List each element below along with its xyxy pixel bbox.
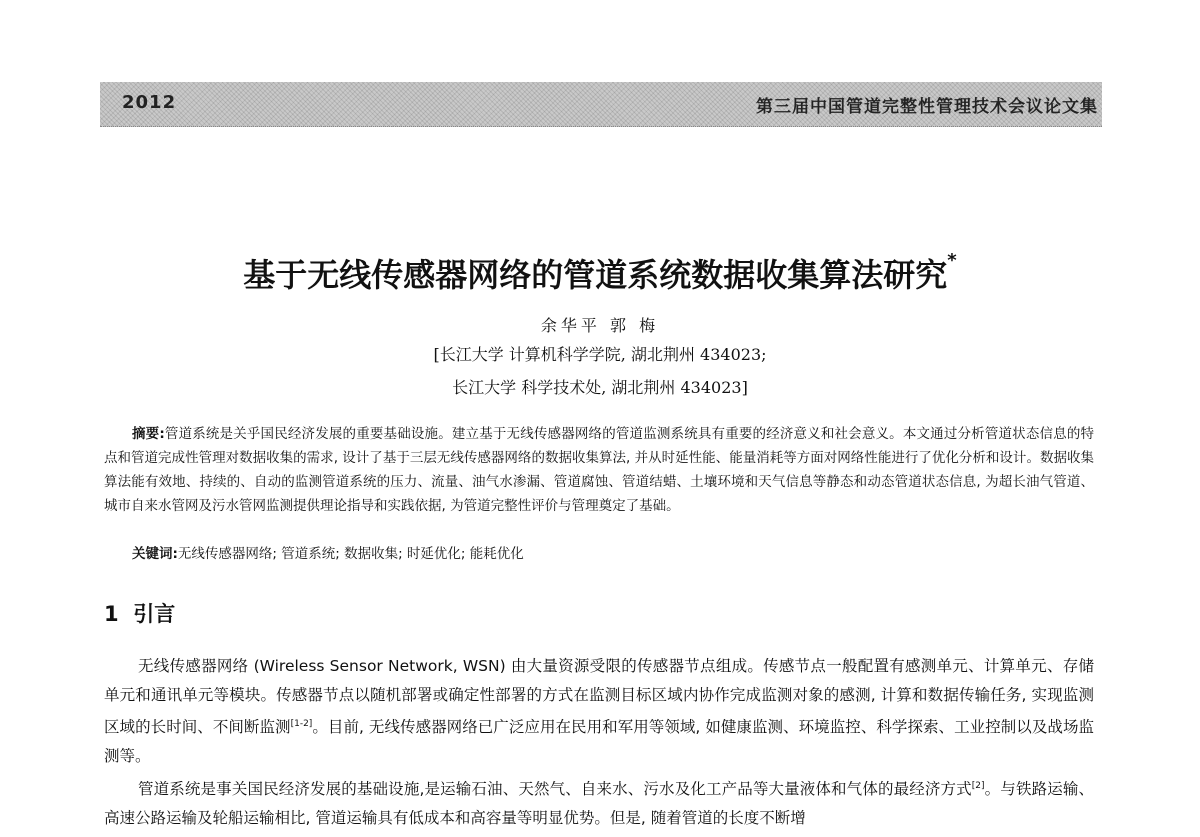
affiliation-2: 长江大学 科学技术处, 湖北荆州 434023] — [452, 378, 748, 397]
p2-text-a: 管道系统是事关国民经济发展的基础设施,是运输石油、天然气、自来水、污水及化工产品等大量液体和气体的最经济方式 — [138, 780, 972, 799]
p2-text-b: 。与铁路运输、高速公路运输及轮船运输相比, 管道运输具有低成本和高容量等明显优势。但是, 随着管道的长度不断增 — [104, 780, 1094, 828]
title-footnote-mark: * — [947, 250, 957, 271]
keywords-label: 关键词: — [132, 546, 178, 562]
section-number: 1 — [104, 602, 119, 626]
body-paragraph-1 — [104, 652, 1094, 771]
abstract-label: 摘要: — [132, 426, 165, 442]
authors: 余华平 郭 梅 — [540, 316, 660, 335]
section-title: 引言 — [133, 602, 176, 626]
header-year: 2012 — [122, 92, 177, 113]
header-conference-title: 第三届中国管道完整性管理技术会议论文集 — [756, 97, 1098, 117]
paper-title-text: 基于无线传感器网络的管道系统数据收集算法研究 — [243, 256, 948, 294]
abstract-paragraph — [104, 422, 1094, 518]
citation-ref: [2] — [971, 781, 985, 791]
paper-title — [0, 250, 1200, 296]
keywords — [132, 542, 524, 562]
abstract-text: 管道系统是关乎国民经济发展的重要基础设施。建立基于无线传感器网络的管道监测系统具有重要的经济意义和社会意义。本文通过分析管道状态信息的特点和管道完成性管理对数据收集的需求, 设计了基于三层无线传感器网络的数据收集算法, 并从时延性能、能量消耗等方面对网络性能进行了优化分析和设计。数据收集算法能有效地、持续的、自动的监测管道系统的压力、流量、油气水渗漏、管道腐蚀、管道结蜡、土壤环境和天气信息等静态和动态管道状态信息, 为超长油气管道、城市自来水管网及污水管网监测提供理论指导和实践依据, 为管道完整性评价与管理奠定了基础。 — [104, 426, 1094, 514]
p1-text-a: 无线传感器网络 (Wireless Sensor Network, WSN) 由大量资源受限的传感器节点组成。传感节点一般配置有感测单元、计算单元、存储单元和通讯单元等模块。传感器节点以随机部署或确定性部署的方式在监测目标区域内协作完成监测对象的感测, 计算和数据传输任务, 实现监测区域的长时间、不间断监测 — [104, 657, 1094, 737]
body-paragraph-2 — [104, 772, 1094, 833]
section-heading — [104, 598, 175, 628]
p1-text-b: 。目前, 无线传感器网络已广泛应用在民用和军用等领域, 如健康监测、环境监控、科学探索、工业控制以及战场监测等。 — [104, 718, 1094, 766]
abstract — [104, 422, 1094, 518]
affiliation-1: [长江大学 计算机科学学院, 湖北荆州 434023; — [433, 345, 767, 364]
keywords-text: 无线传感器网络; 管道系统; 数据收集; 时延优化; 能耗优化 — [177, 546, 524, 562]
citation-ref: [1-2] — [290, 719, 313, 729]
